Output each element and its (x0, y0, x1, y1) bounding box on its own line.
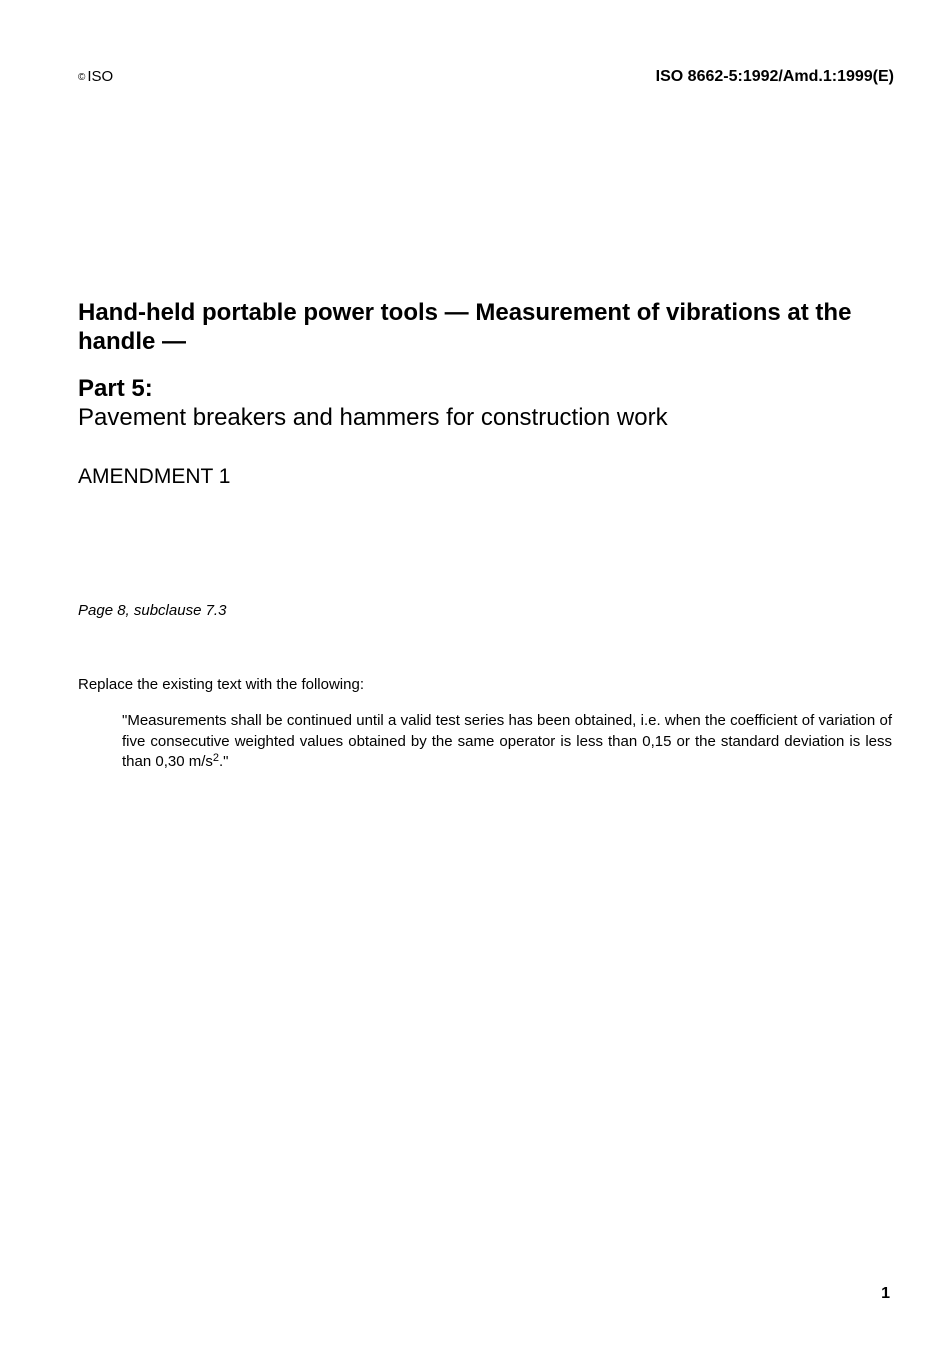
copyright-org: ISO (87, 68, 114, 85)
copyright-notice (78, 68, 113, 87)
amendment-label: AMENDMENT 1 (78, 465, 231, 488)
part-title: Pavement breakers and hammers for construction work (78, 404, 668, 431)
replacement-superscript: 2 (212, 752, 220, 764)
replacement-text-end: ." (219, 753, 229, 770)
document-title: Hand-held portable power tools — Measurement of vibrations at the handle — (78, 299, 852, 355)
standard-reference: ISO 8662-5:1992/Amd.1:1999(E) (655, 68, 894, 85)
replacement-text: "Measurements shall be continued until a valid test series has been obtained, i.e. when the coefficient of variation of five consecutive weighted values obtained by the same operator is less than 0,15 or the standard deviation is less than 0,30 m/s (122, 712, 892, 770)
replacement-text-block (122, 711, 892, 773)
part-label: Part 5: (78, 375, 153, 402)
amendment-instruction: Replace the existing text with the following: (78, 676, 364, 693)
page-number: 1 (881, 1285, 890, 1302)
amendment-location: Page 8, subclause 7.3 (78, 602, 227, 619)
copyright-symbol: © (78, 72, 86, 83)
